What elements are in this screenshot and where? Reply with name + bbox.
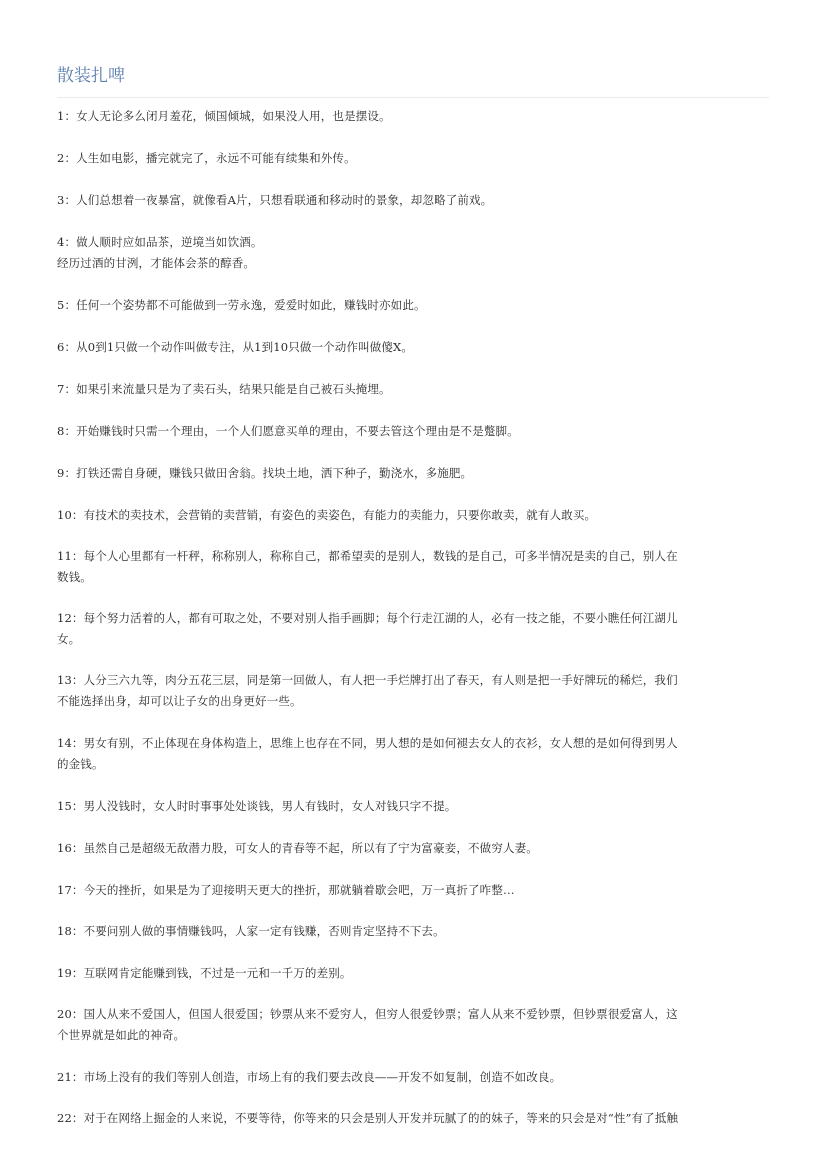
- paragraph: 12：每个努力活着的人，都有可取之处，不要对别人指手画脚；每个行走江湖的人，必有一技之能，不要小瞧任何江湖儿 女。: [57, 611, 678, 646]
- paragraph: 16：虽然自己是超级无敌潜力股，可女人的青春等不起，所以有了宁为富豪妾，不做穷人妻。: [57, 841, 538, 855]
- paragraph: 20：国人从来不爱国人，但国人很爱国；钞票从来不爱穷人，但穷人很爱钞票；富人从来不爱钞票，但钞票很爱富人，这 个世界就是如此的神奇。: [57, 1007, 678, 1042]
- paragraph: 6：从0到1只做一个动作叫做专注，从1到10只做一个动作叫做傻X。: [57, 340, 414, 354]
- paragraph: 19：互联网肯定能赚到钱，不过是一元和一千万的差别。: [57, 966, 352, 980]
- paragraph: 8：开始赚钱时只需一个理由，一个人们愿意买单的理由，不要去管这个理由是不是蹩脚。: [57, 424, 519, 438]
- paragraph: 3：人们总想着一夜暴富，就像看A片，只想看联通和移动时的景象，却忽略了前戏。: [57, 193, 493, 207]
- paragraph: 13：人分三六九等，肉分五花三层，同是第一回做人，有人把一手烂牌打出了春天，有人则是把一手好牌玩的稀烂，我们 不能选择出身，却可以让子女的出身更好一些。: [57, 673, 678, 708]
- paragraph: 4：做人顺时应如品茶，逆境当如饮酒。 经历过酒的甘洌，才能体会茶的醇香。: [57, 235, 263, 270]
- paragraph: 18：不要问别人做的事情赚钱吗，人家一定有钱赚，否则肯定坚持不下去。: [57, 924, 445, 938]
- paragraph: 21：市场上没有的我们等别人创造，市场上有的我们要去改良——开发不如复制，创造不如改良。: [57, 1070, 562, 1084]
- paragraph: 2：人生如电影，播完就完了，永远不可能有续集和外传。: [57, 151, 356, 165]
- page-title: 散装扎啤: [57, 66, 125, 86]
- paragraph: 7：如果引来流量只是为了卖石头，结果只能是自己被石头掩埋。: [57, 382, 391, 396]
- paragraph: 10：有技术的卖技术，会营销的卖营销，有姿色的卖姿色，有能力的卖能力，只要你敢卖，就有人敢买。: [57, 508, 597, 522]
- paragraph: 22：对于在网络上掘金的人来说，不要等待，你等来的只会是别人开发并玩腻了的的妹子，等来的只会是对“性”有了抵触: [57, 1111, 679, 1125]
- paragraph: 17：今天的挫折，如果是为了迎接明天更大的挫折，那就躺着歇会吧，万一真折了咋整…: [57, 883, 515, 897]
- paragraph: 9：打铁还需自身硬，赚钱只做田舍翁。找块土地，洒下种子，勤浇水，多施肥。: [57, 466, 473, 480]
- paragraph: 15：男人没钱时，女人时时事事处处谈钱，男人有钱时，女人对钱只字不提。: [57, 799, 457, 813]
- paragraph: 11：每个人心里都有一杆秤，称称别人，称称自己，都希望卖的是别人，数钱的是自己，可多半情况是卖的自己，别人在 数钱。: [57, 549, 678, 584]
- paragraph: 5：任何一个姿势都不可能做到一劳永逸，爱爱时如此，赚钱时亦如此。: [57, 298, 426, 312]
- paragraph: 1：女人无论多么闭月羞花，倾国倾城，如果没人用，也是摆设。: [57, 109, 391, 123]
- title-divider: [57, 97, 769, 98]
- paragraph: 14：男女有别，不止体现在身体构造上，思维上也存在不同，男人想的是如何褪去女人的衣衫，女人想的是如何得到男人 的金钱。: [57, 736, 678, 771]
